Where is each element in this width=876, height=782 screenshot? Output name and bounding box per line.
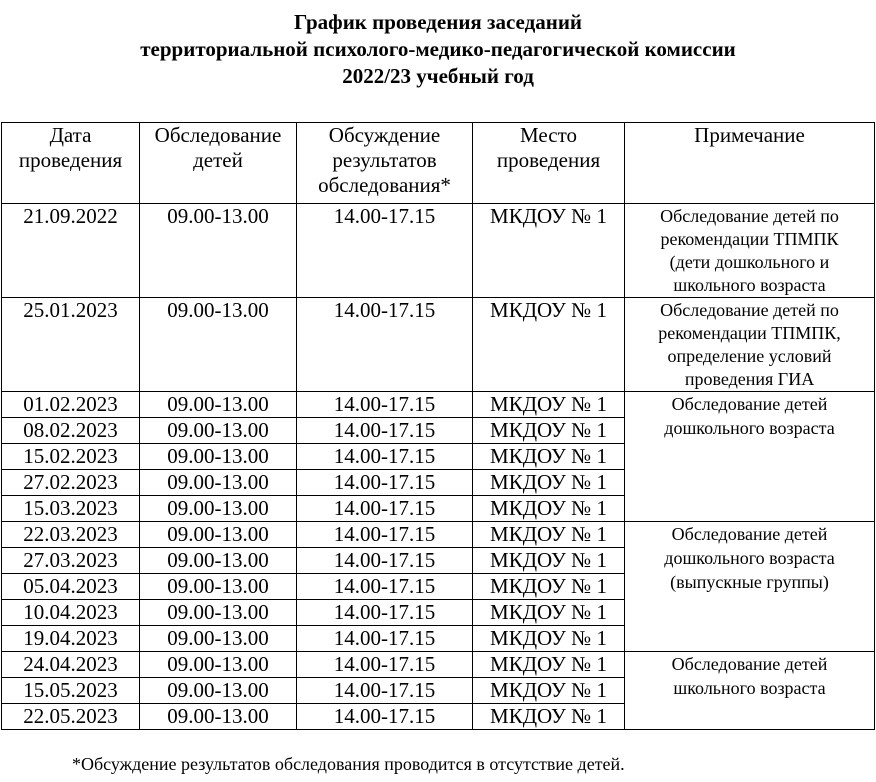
discussion-time-cell: 14.00-17.15 — [297, 574, 473, 600]
date-cell: 10.04.2023 — [2, 600, 140, 626]
title-line-3: 2022/23 учебный год — [342, 64, 534, 88]
note-cell: Обследование детей по рекомендации ТПМПК (дети дошкольного и школьного возраста — [625, 204, 875, 298]
exam-time-cell: 09.00-13.00 — [140, 204, 297, 298]
note-cell: Обследование детей дошкольного возраста (выпускные группы) — [625, 522, 875, 652]
discussion-time-cell: 14.00-17.15 — [297, 678, 473, 704]
exam-time-cell: 09.00-13.00 — [140, 600, 297, 626]
date-cell: 15.05.2023 — [2, 678, 140, 704]
discussion-time-cell: 14.00-17.15 — [297, 392, 473, 418]
exam-time-cell: 09.00-13.00 — [140, 548, 297, 574]
exam-time-cell: 09.00-13.00 — [140, 392, 297, 418]
header-place: Место проведения — [473, 123, 625, 204]
date-cell: 22.05.2023 — [2, 704, 140, 730]
exam-time-cell: 09.00-13.00 — [140, 496, 297, 522]
discussion-time-cell: 14.00-17.15 — [297, 418, 473, 444]
discussion-time-cell: 14.00-17.15 — [297, 600, 473, 626]
discussion-time-cell: 14.00-17.15 — [297, 470, 473, 496]
exam-time-cell: 09.00-13.00 — [140, 418, 297, 444]
place-cell: МКДОУ № 1 — [473, 600, 625, 626]
date-cell: 22.03.2023 — [2, 522, 140, 548]
date-cell: 25.01.2023 — [2, 298, 140, 392]
note-cell: Обследование детей дошкольного возраста — [625, 392, 875, 522]
date-cell: 27.03.2023 — [2, 548, 140, 574]
place-cell: МКДОУ № 1 — [473, 204, 625, 298]
exam-time-cell: 09.00-13.00 — [140, 652, 297, 678]
exam-time-cell: 09.00-13.00 — [140, 470, 297, 496]
place-cell: МКДОУ № 1 — [473, 626, 625, 652]
exam-time-cell: 09.00-13.00 — [140, 298, 297, 392]
discussion-time-cell: 14.00-17.15 — [297, 204, 473, 298]
table-row — [2, 298, 875, 392]
table-row — [2, 204, 875, 298]
discussion-time-cell: 14.00-17.15 — [297, 704, 473, 730]
header-exam: Обследование детей — [140, 123, 297, 204]
header-note: Примечание — [625, 123, 875, 204]
discussion-time-cell: 14.00-17.15 — [297, 298, 473, 392]
place-cell: МКДОУ № 1 — [473, 496, 625, 522]
place-cell: МКДОУ № 1 — [473, 444, 625, 470]
place-cell: МКДОУ № 1 — [473, 522, 625, 548]
date-cell: 24.04.2023 — [2, 652, 140, 678]
place-cell: МКДОУ № 1 — [473, 548, 625, 574]
footnote: *Обсуждение результатов обследования проводится в отсутствие детей. — [72, 754, 625, 774]
place-cell: МКДОУ № 1 — [473, 470, 625, 496]
document-title — [0, 9, 876, 90]
place-cell: МКДОУ № 1 — [473, 418, 625, 444]
exam-time-cell: 09.00-13.00 — [140, 444, 297, 470]
date-cell: 19.04.2023 — [2, 626, 140, 652]
date-cell: 01.02.2023 — [2, 392, 140, 418]
date-cell: 27.02.2023 — [2, 470, 140, 496]
table-row — [2, 652, 875, 678]
discussion-time-cell: 14.00-17.15 — [297, 626, 473, 652]
date-cell: 15.03.2023 — [2, 496, 140, 522]
date-cell: 15.02.2023 — [2, 444, 140, 470]
exam-time-cell: 09.00-13.00 — [140, 574, 297, 600]
date-cell: 21.09.2022 — [2, 204, 140, 298]
place-cell: МКДОУ № 1 — [473, 678, 625, 704]
header-discussion: Обсуждение результатов обследования* — [297, 123, 473, 204]
schedule-table — [1, 122, 875, 730]
header-row — [2, 123, 875, 204]
exam-time-cell: 09.00-13.00 — [140, 678, 297, 704]
exam-time-cell: 09.00-13.00 — [140, 626, 297, 652]
table-row — [2, 392, 875, 418]
exam-time-cell: 09.00-13.00 — [140, 704, 297, 730]
discussion-time-cell: 14.00-17.15 — [297, 522, 473, 548]
place-cell: МКДОУ № 1 — [473, 574, 625, 600]
note-cell: Обследование детей по рекомендации ТПМПК, определение условий проведения ГИА — [625, 298, 875, 392]
place-cell: МКДОУ № 1 — [473, 392, 625, 418]
header-date: Дата проведения — [2, 123, 140, 204]
discussion-time-cell: 14.00-17.15 — [297, 548, 473, 574]
exam-time-cell: 09.00-13.00 — [140, 522, 297, 548]
place-cell: МКДОУ № 1 — [473, 298, 625, 392]
discussion-time-cell: 14.00-17.15 — [297, 496, 473, 522]
title-line-1: График проведения заседаний — [293, 10, 583, 34]
date-cell: 08.02.2023 — [2, 418, 140, 444]
table-row — [2, 522, 875, 548]
date-cell: 05.04.2023 — [2, 574, 140, 600]
title-line-2: территориальной психолого-медико-педагогической комиссии — [140, 37, 736, 61]
place-cell: МКДОУ № 1 — [473, 704, 625, 730]
discussion-time-cell: 14.00-17.15 — [297, 444, 473, 470]
note-cell: Обследование детей школьного возраста — [625, 652, 875, 730]
discussion-time-cell: 14.00-17.15 — [297, 652, 473, 678]
place-cell: МКДОУ № 1 — [473, 652, 625, 678]
